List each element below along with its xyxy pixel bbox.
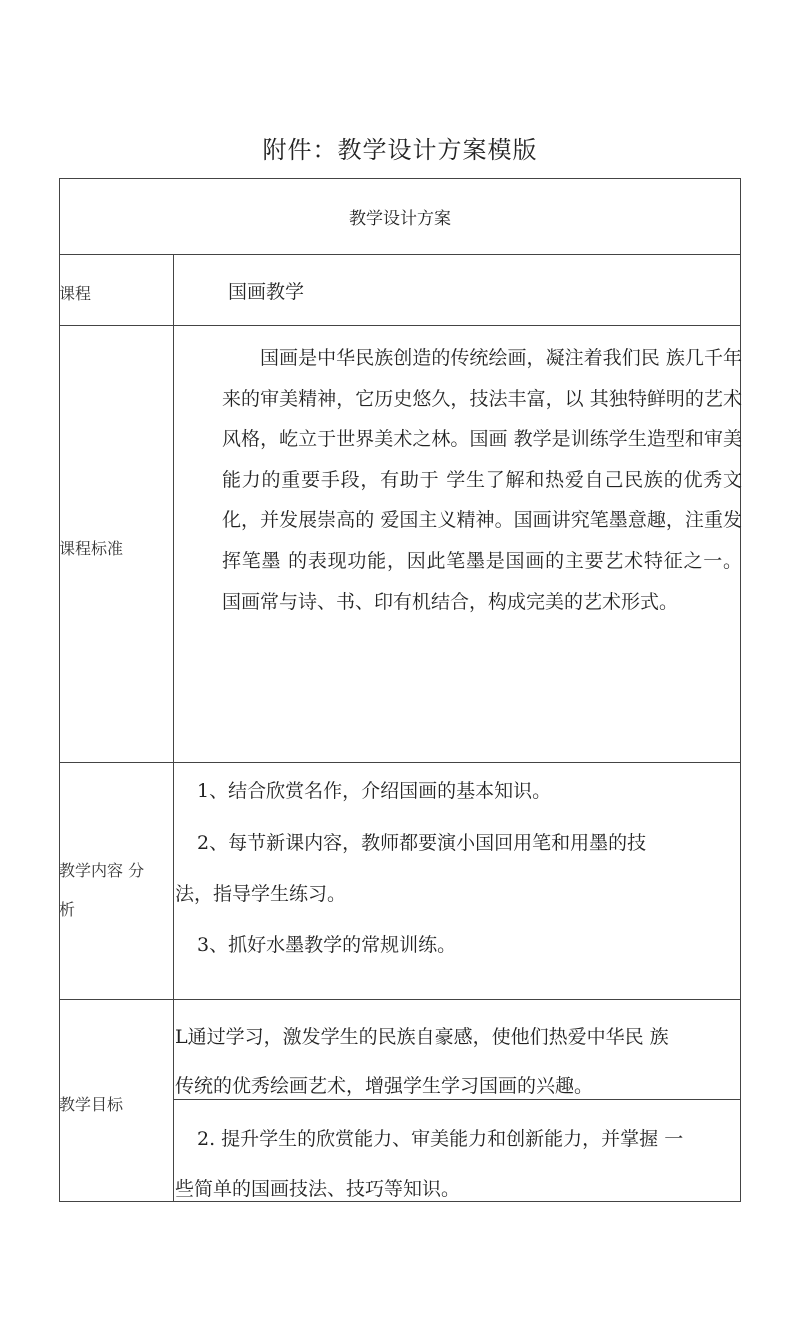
- table-heading: 教学设计方案: [349, 208, 451, 229]
- content-item: 2、每节新课内容，教师都要演小国回用笔和用墨的技: [197, 832, 647, 854]
- standard-text: [222, 338, 742, 622]
- course-value: 国画教学: [228, 281, 305, 303]
- content-analysis-label-cont: 析: [59, 900, 76, 919]
- row-divider: [59, 762, 741, 763]
- standard-label: 课程标准: [59, 539, 124, 558]
- row-divider: [59, 254, 741, 255]
- goal-item-cont: 传统的优秀绘画艺术，增强学生学习国画的兴趣。: [175, 1075, 594, 1097]
- content-item-cont: 法，指导学生练习。: [175, 883, 347, 905]
- content-item: 3、抓好水墨教学的常规训练。: [197, 934, 457, 956]
- content-analysis-label: 教学内容 分: [59, 861, 145, 880]
- goal-item: L通过学习，激发学生的民族自豪感，使他们热爱中华民 族: [175, 1026, 669, 1048]
- row-divider: [173, 1099, 741, 1100]
- goal-item: 2. 提升学生的欣赏能力、审美能力和创新能力，并掌握 一: [197, 1128, 684, 1150]
- row-divider: [59, 325, 741, 326]
- standard-paragraph: 国画是中华民族创造的传统绘画，凝注着我们民 族几千年来的审美精神，它历史悠久，技法丰富，以 其独特鲜明的艺术风格，屹立于世界美术之林。国画 教学是训练学生造型和审美能力的重要手段，有助于 学生了解和热爱自己民族的优秀文化，并发展崇高的 爱国主义精神。国画讲究笔墨意趣，注重发挥笔墨 的表现功能，因此笔墨是国画的主要艺术特征之一。 国画常与诗、书、印有机结合，构成完美的艺术形式。: [222, 347, 742, 613]
- content-item: 1、结合欣赏名作，介绍国画的基本知识。: [197, 780, 552, 802]
- row-divider: [59, 999, 741, 1000]
- column-divider: [173, 254, 174, 1202]
- course-label: 课程: [59, 284, 92, 303]
- goal-item-cont: 些简单的国画技法、技巧等知识。: [175, 1178, 461, 1200]
- goals-label: 教学目标: [59, 1095, 124, 1114]
- document-title: 附件：教学设计方案模版: [262, 136, 538, 164]
